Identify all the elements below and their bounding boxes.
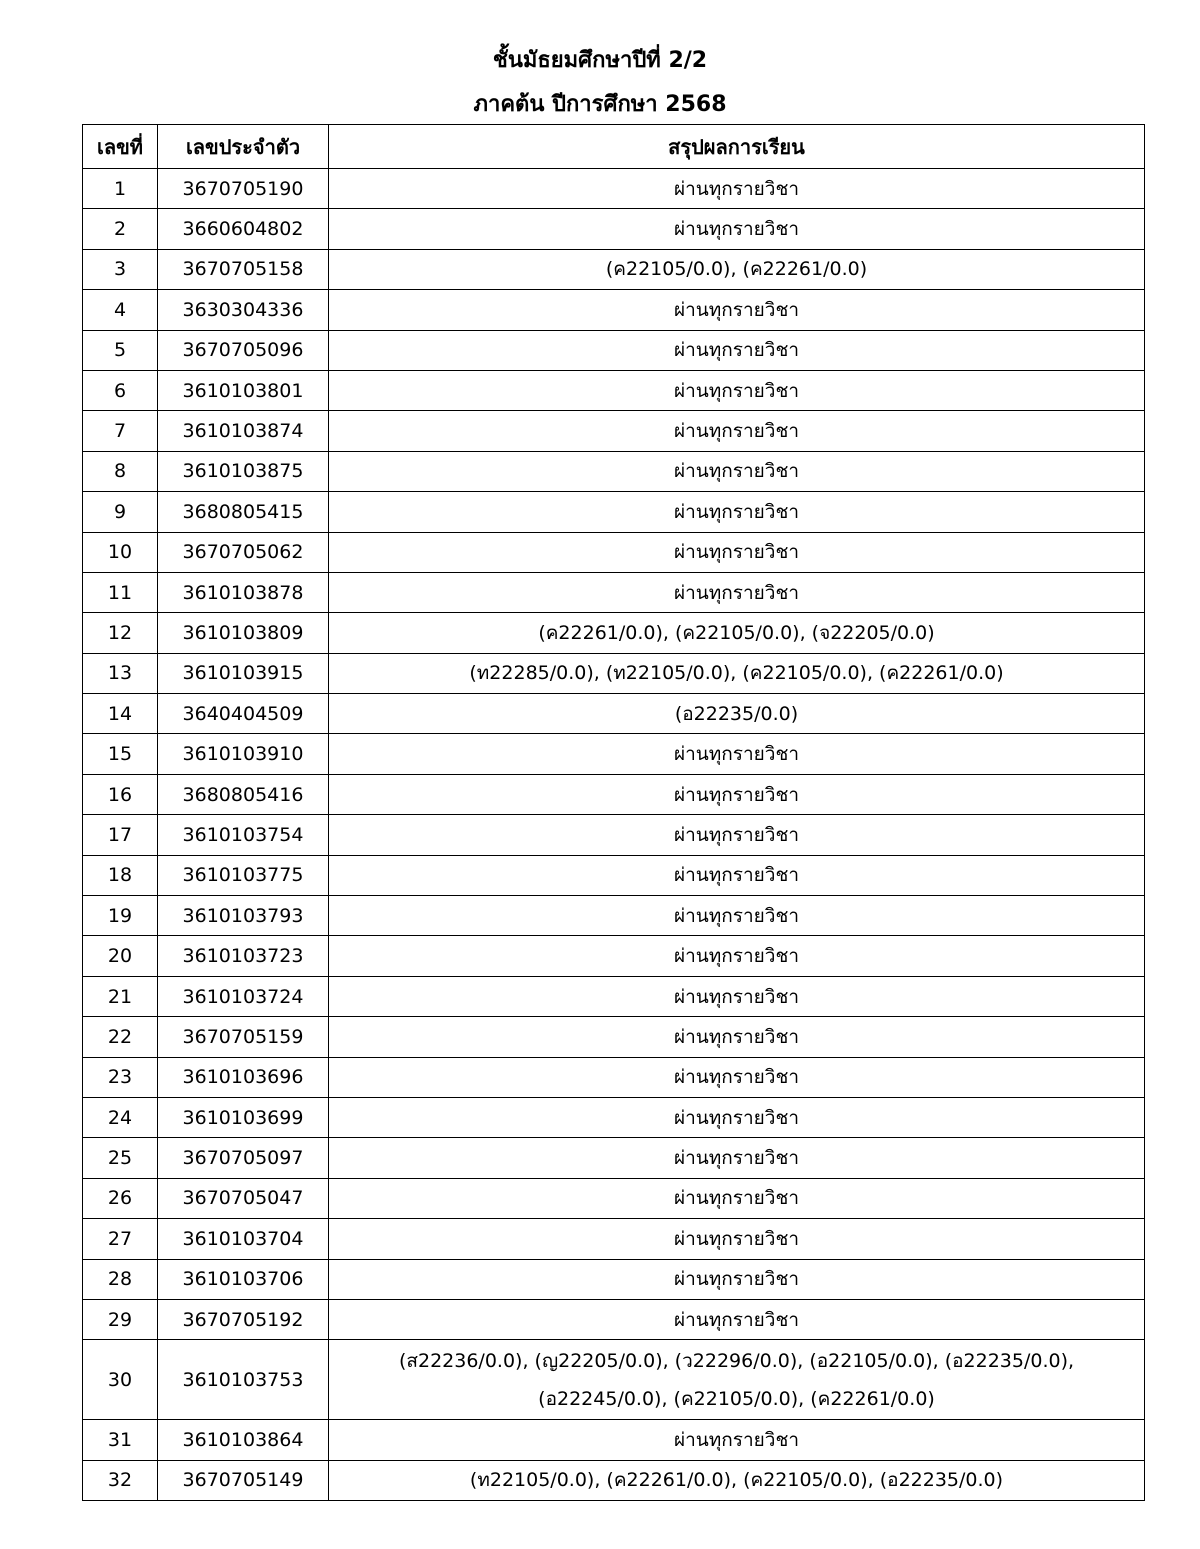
cell-summary: ผ่านทุกรายวิชา: [329, 532, 1145, 572]
cell-number: 17: [83, 815, 158, 855]
page-subtitle: ภาคต้น ปีการศึกษา 2568: [473, 92, 727, 117]
table-row: [83, 613, 1145, 653]
cell-student-id: 3680805416: [158, 774, 329, 814]
cell-student-id: 3610103874: [158, 411, 329, 451]
cell-student-id: 3610103724: [158, 976, 329, 1016]
cell-summary: ผ่านทุกรายวิชา: [329, 896, 1145, 936]
cell-number: 21: [83, 976, 158, 1016]
cell-number: 2: [83, 209, 158, 249]
cell-student-id: 3610103875: [158, 451, 329, 491]
cell-student-id: 3670705097: [158, 1138, 329, 1178]
cell-student-id: 3610103910: [158, 734, 329, 774]
column-header-summary: สรุปผลการเรียน: [329, 125, 1145, 169]
table-row: [83, 653, 1145, 693]
cell-student-id: 3610103723: [158, 936, 329, 976]
cell-summary: (ค22105/0.0), (ค22261/0.0): [329, 249, 1145, 289]
cell-summary: ผ่านทุกรายวิชา: [329, 330, 1145, 370]
cell-number: 23: [83, 1057, 158, 1097]
cell-summary: ผ่านทุกรายวิชา: [329, 1097, 1145, 1137]
results-table: [82, 124, 1145, 1501]
cell-student-id: 3610103793: [158, 896, 329, 936]
cell-summary: ผ่านทุกรายวิชา: [329, 1017, 1145, 1057]
cell-number: 31: [83, 1420, 158, 1460]
cell-number: 19: [83, 896, 158, 936]
table-row: [83, 1017, 1145, 1057]
cell-student-id: 3610103754: [158, 815, 329, 855]
cell-student-id: 3670705159: [158, 1017, 329, 1057]
cell-number: 25: [83, 1138, 158, 1178]
cell-number: 18: [83, 855, 158, 895]
table-row: [83, 1299, 1145, 1339]
cell-number: 15: [83, 734, 158, 774]
cell-number: 28: [83, 1259, 158, 1299]
cell-student-id: 3610103753: [158, 1340, 329, 1420]
table-row: [83, 774, 1145, 814]
cell-number: 27: [83, 1219, 158, 1259]
cell-number: 29: [83, 1299, 158, 1339]
cell-summary: (ค22261/0.0), (ค22105/0.0), (จ22205/0.0): [329, 613, 1145, 653]
cell-summary: ผ่านทุกรายวิชา: [329, 1178, 1145, 1218]
table-row: [83, 1420, 1145, 1460]
cell-summary: (ท22285/0.0), (ท22105/0.0), (ค22105/0.0), (ค22261/0.0): [329, 653, 1145, 693]
column-header-student-id: เลขประจำตัว: [158, 125, 329, 169]
cell-student-id: 3610103704: [158, 1219, 329, 1259]
cell-summary: ผ่านทุกรายวิชา: [329, 734, 1145, 774]
table-row: [83, 290, 1145, 330]
page-title: ชั้นมัธยมศึกษาปีที่ 2/2: [492, 48, 708, 73]
cell-number: 14: [83, 694, 158, 734]
cell-summary: ผ่านทุกรายวิชา: [329, 976, 1145, 1016]
cell-summary: ผ่านทุกรายวิชา: [329, 774, 1145, 814]
cell-student-id: 3670705047: [158, 1178, 329, 1218]
table-row: [83, 532, 1145, 572]
cell-number: 3: [83, 249, 158, 289]
cell-number: 1: [83, 169, 158, 209]
cell-student-id: 3670705096: [158, 330, 329, 370]
table-row: [83, 936, 1145, 976]
column-header-number: เลขที่: [83, 125, 158, 169]
cell-number: 30: [83, 1340, 158, 1420]
table-row: [83, 734, 1145, 774]
table-row: [83, 1097, 1145, 1137]
cell-number: 11: [83, 572, 158, 612]
cell-summary: ผ่านทุกรายวิชา: [329, 1299, 1145, 1339]
cell-summary: ผ่านทุกรายวิชา: [329, 169, 1145, 209]
cell-student-id: 3660604802: [158, 209, 329, 249]
cell-summary: ผ่านทุกรายวิชา: [329, 451, 1145, 491]
table-row: [83, 370, 1145, 410]
cell-summary: ผ่านทุกรายวิชา: [329, 411, 1145, 451]
cell-number: 13: [83, 653, 158, 693]
cell-student-id: 3610103864: [158, 1420, 329, 1460]
cell-student-id: 3670705192: [158, 1299, 329, 1339]
cell-student-id: 3670705190: [158, 169, 329, 209]
cell-number: 12: [83, 613, 158, 653]
table-row: [83, 855, 1145, 895]
cell-summary: ผ่านทุกรายวิชา: [329, 936, 1145, 976]
cell-number: 7: [83, 411, 158, 451]
table-row: [83, 694, 1145, 734]
cell-number: 20: [83, 936, 158, 976]
cell-summary: ผ่านทุกรายวิชา: [329, 290, 1145, 330]
cell-number: 16: [83, 774, 158, 814]
cell-student-id: 3670705158: [158, 249, 329, 289]
table-row: [83, 1340, 1145, 1420]
cell-summary: ผ่านทุกรายวิชา: [329, 1259, 1145, 1299]
cell-summary: (ท22105/0.0), (ค22261/0.0), (ค22105/0.0), (อ22235/0.0): [329, 1460, 1145, 1500]
cell-summary: (อ22235/0.0): [329, 694, 1145, 734]
table-header-row: [83, 125, 1145, 169]
table-row: [83, 1259, 1145, 1299]
table-row: [83, 1138, 1145, 1178]
cell-number: 4: [83, 290, 158, 330]
cell-student-id: 3610103915: [158, 653, 329, 693]
cell-summary: ผ่านทุกรายวิชา: [329, 370, 1145, 410]
table-row: [83, 492, 1145, 532]
cell-number: 22: [83, 1017, 158, 1057]
cell-number: 8: [83, 451, 158, 491]
cell-student-id: 3670705062: [158, 532, 329, 572]
table-row: [83, 1057, 1145, 1097]
cell-student-id: 3640404509: [158, 694, 329, 734]
cell-number: 32: [83, 1460, 158, 1500]
cell-number: 6: [83, 370, 158, 410]
table-row: [83, 1219, 1145, 1259]
cell-summary: ผ่านทุกรายวิชา: [329, 1219, 1145, 1259]
cell-summary: (ส22236/0.0), (ญ22205/0.0), (ว22296/0.0), (อ22105/0.0), (อ22235/0.0), (อ22245/0.0), (ค22105/0.0), (ค22261/0.0): [329, 1340, 1145, 1420]
cell-student-id: 3610103699: [158, 1097, 329, 1137]
table-row: [83, 976, 1145, 1016]
cell-summary: ผ่านทุกรายวิชา: [329, 492, 1145, 532]
table-row: [83, 815, 1145, 855]
table-row: [83, 209, 1145, 249]
table-row: [83, 1460, 1145, 1500]
cell-student-id: 3610103775: [158, 855, 329, 895]
table-row: [83, 330, 1145, 370]
cell-number: 10: [83, 532, 158, 572]
cell-student-id: 3610103878: [158, 572, 329, 612]
cell-student-id: 3610103809: [158, 613, 329, 653]
cell-number: 24: [83, 1097, 158, 1137]
cell-summary: ผ่านทุกรายวิชา: [329, 1138, 1145, 1178]
table-row: [83, 572, 1145, 612]
table-row: [83, 169, 1145, 209]
cell-number: 26: [83, 1178, 158, 1218]
cell-summary: ผ่านทุกรายวิชา: [329, 572, 1145, 612]
cell-summary: ผ่านทุกรายวิชา: [329, 1057, 1145, 1097]
cell-number: 5: [83, 330, 158, 370]
table-row: [83, 896, 1145, 936]
cell-student-id: 3680805415: [158, 492, 329, 532]
cell-student-id: 3610103696: [158, 1057, 329, 1097]
cell-student-id: 3630304336: [158, 290, 329, 330]
table-row: [83, 411, 1145, 451]
cell-student-id: 3610103801: [158, 370, 329, 410]
cell-number: 9: [83, 492, 158, 532]
cell-summary: ผ่านทุกรายวิชา: [329, 855, 1145, 895]
cell-summary: ผ่านทุกรายวิชา: [329, 1420, 1145, 1460]
cell-summary: ผ่านทุกรายวิชา: [329, 815, 1145, 855]
table-row: [83, 249, 1145, 289]
cell-student-id: 3670705149: [158, 1460, 329, 1500]
cell-student-id: 3610103706: [158, 1259, 329, 1299]
cell-summary: ผ่านทุกรายวิชา: [329, 209, 1145, 249]
table-row: [83, 451, 1145, 491]
table-row: [83, 1178, 1145, 1218]
